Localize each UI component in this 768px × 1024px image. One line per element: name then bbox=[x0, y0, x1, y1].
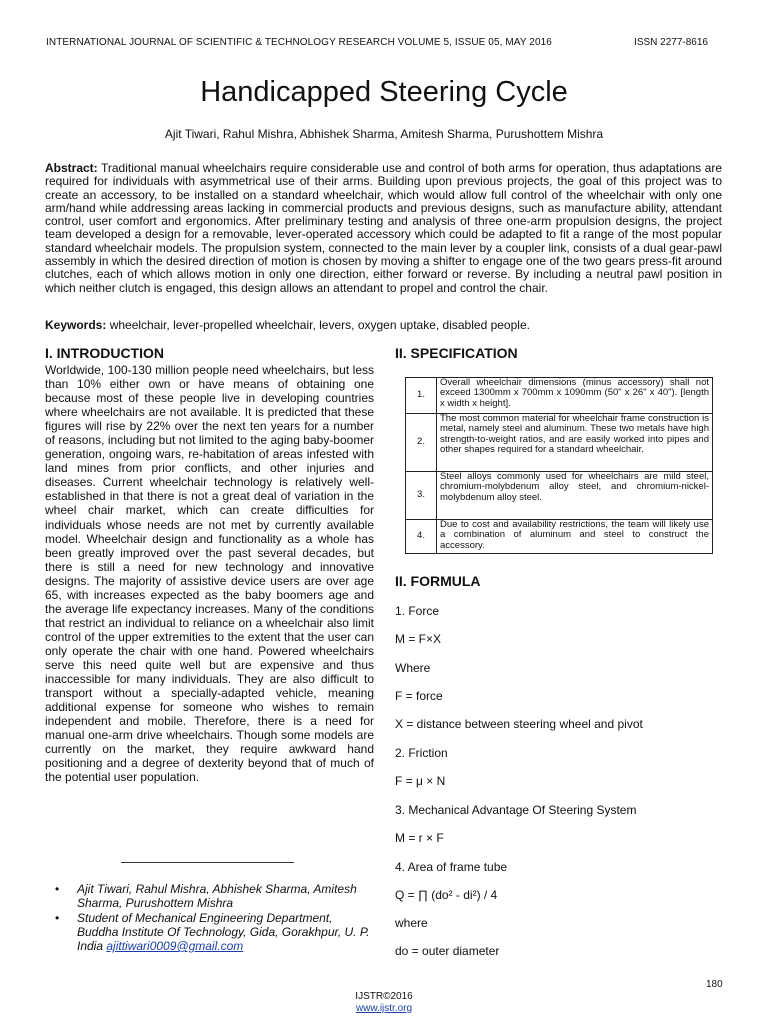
row-number: 4. bbox=[406, 520, 437, 554]
journal-url-link[interactable]: www.ijstr.org bbox=[355, 1003, 413, 1014]
row-number: 3. bbox=[406, 472, 437, 520]
page-footer bbox=[0, 991, 768, 1015]
row-number: 1. bbox=[406, 378, 437, 414]
formula-line: F = μ × N bbox=[395, 774, 446, 788]
email-link[interactable]: ajittiwari0009@gmail.com bbox=[106, 939, 244, 953]
footnote-item bbox=[55, 882, 373, 912]
formula-line: 4. Area of frame tube bbox=[395, 860, 508, 874]
issn-label: ISSN 2277-8616 bbox=[634, 37, 708, 48]
row-text: Steel alloys commonly used for wheelchairs are mild steel, chromium-molybdenum alloy steel, and chromium-nickel-molybdenum alloy steel. bbox=[437, 472, 713, 520]
keywords bbox=[45, 318, 722, 332]
table-row bbox=[406, 472, 713, 520]
formula-line: do = outer diameter bbox=[395, 944, 500, 958]
table-row bbox=[406, 520, 713, 554]
formula-line: 1. Force bbox=[395, 604, 440, 618]
formula-line: X = distance between steering wheel and pivot bbox=[395, 717, 643, 731]
row-number: 2. bbox=[406, 414, 437, 472]
abstract bbox=[45, 162, 722, 295]
bullet-icon: • bbox=[55, 882, 60, 896]
copyright-text: IJSTR©2016 bbox=[355, 991, 413, 1002]
specification-heading: II. SPECIFICATION bbox=[395, 345, 518, 361]
keywords-label: Keywords: bbox=[45, 318, 107, 332]
page-number: 180 bbox=[706, 979, 723, 990]
introduction-body: Worldwide, 100-130 million people need wheelchairs, but less than 10% either own or have means of obtaining one because most of these people live in developing countries where wheelchairs are not available. It is predicted that these figures will rise by 22% over the next ten years for a number of reasons, including but not limited to the aging baby-boomer generation, ongoing wars, re-habitation of areas infested with land mines from prior conflicts, and other injuries and diseases. Current wheelchair technology is relatively well-established in that there is not a great deal of variation in the wheel chair market, which can create difficulties for individuals whose needs are not met by currently available model. Wheelchair design and functionality as a whole has been greatly improved over the past several decades, but there is still a need for new technology and innovative designs. The majority of assistive device users are over age 65, with increases expected as the baby boomers age and the average life expectancy increases. Many of the conditions that restrict an individual to reliance on a wheelchair also limit control of the upper extremities to the extent that the user can only operate the chair with one hand. Powered wheelchairs serve this need quite well but are expensive and thus inaccessible for many individuals. They are also difficult to transport without a specially-adapted vehicle, meaning additional expense for someone who wishes to remain independent and mobile. Therefore, there is a need for manual one-arm drive wheelchairs. Though some models are currently on the market, they require awkward hand positioning and a degree of dexterity beyond that of much of the potential user population. bbox=[45, 363, 374, 785]
bullet-icon: • bbox=[55, 911, 60, 925]
row-text: Overall wheelchair dimensions (minus accessory) shall not exceed 1300mm x 700mm x 1090mm (50" x 26" x 40"). [length x width x height]. bbox=[437, 378, 713, 414]
affiliation-text: Student of Mechanical Engineering Department, Buddha Institute Of Technology, Gida, Gorakhpur, U. P. India bbox=[77, 911, 370, 953]
formula-line: Q = ∏ (do² - di²) / 4 bbox=[395, 888, 498, 902]
introduction-heading: I. INTRODUCTION bbox=[45, 345, 164, 361]
row-text: Due to cost and availability restrictions, the team will likely use a combination of aluminum and steel to construct the accessory. bbox=[437, 520, 713, 554]
formula-line: Where bbox=[395, 661, 431, 675]
author-list: Ajit Tiwari, Rahul Mishra, Abhishek Sharma, Amitesh Sharma, Purushottem Mishra bbox=[164, 127, 604, 141]
footnote-divider bbox=[121, 862, 294, 863]
formula-heading: II. FORMULA bbox=[395, 573, 481, 589]
specification-table bbox=[405, 377, 713, 554]
formula-line: 3. Mechanical Advantage Of Steering System bbox=[395, 803, 637, 817]
formula-line: M = r × F bbox=[395, 831, 444, 845]
abstract-label: Abstract: bbox=[45, 161, 98, 175]
abstract-text: Traditional manual wheelchairs require considerable use and control of both arms for operation, thus adaptations are required for individuals with asymmetrical use of their arms. Building upon previous projects, the goal of this project was to create an accessory, to be installed on a standard wheelchair, which would allow full control of the wheelchair with only one arm/hand while addressing areas lacking in commercial products and previous designs, such as manufacture ability, attendant control, user comfort and ergonomics. After preliminary testing and analysis of three one-arm propulsion designs, the project team developed a design for a removable, lever-operated accessory which could be adapted to fit a range of the most popular standard wheelchair models. The propulsion system, connected to the main lever by a coupler link, consists of a dual gear-pawl assembly in which the desired direction of motion is chosen by moving a shifter to engage one of the two gears press-fit around clutches, each of which allows motion in only one direction, either forward or reverse. By including a neutral pawl position in which neither clutch is engaged, this design allows an attendant to propel and control the chair. bbox=[45, 161, 722, 295]
formula-line: F = force bbox=[395, 689, 443, 703]
row-text: The most common material for wheelchair frame construction is metal, namely steel and aluminum. These two metals have high strength-to-weight ratios, and are easily worked into pipes and other shapes required for a standard wheelchair. bbox=[437, 414, 713, 472]
keywords-text: wheelchair, lever-propelled wheelchair, levers, oxygen uptake, disabled people. bbox=[106, 318, 530, 332]
footnote-authors: Ajit Tiwari, Rahul Mishra, Abhishek Sharma, Amitesh Sharma, Purushottem Mishra bbox=[77, 882, 357, 910]
table-row bbox=[406, 414, 713, 472]
formula-line: 2. Friction bbox=[395, 746, 448, 760]
formula-line: M = F×X bbox=[395, 632, 442, 646]
journal-header: INTERNATIONAL JOURNAL OF SCIENTIFIC & TECHNOLOGY RESEARCH VOLUME 5, ISSUE 05, MAY 2016 bbox=[46, 37, 552, 48]
footnote-affiliation bbox=[77, 911, 373, 953]
footnote-item bbox=[55, 911, 373, 955]
formula-line: where bbox=[395, 916, 428, 930]
table-row bbox=[406, 378, 713, 414]
paper-title: Handicapped Steering Cycle bbox=[200, 76, 568, 108]
